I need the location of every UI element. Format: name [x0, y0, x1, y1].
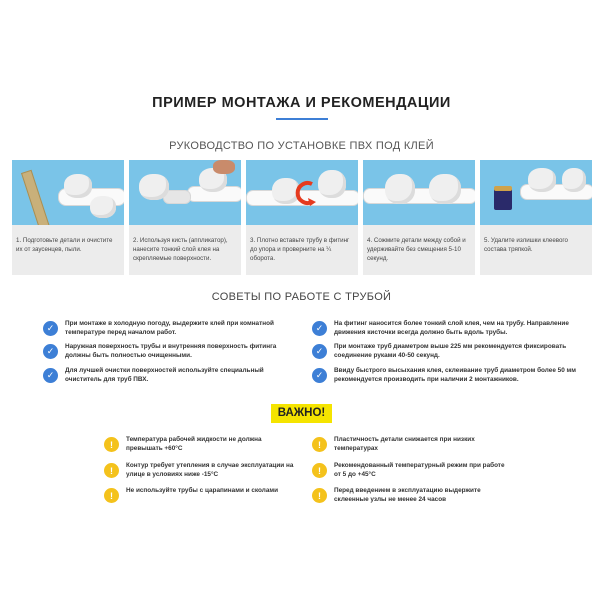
tip-text-4: На фитинг наносится более тонкий слой клея, чем на трубу. Направление движения кисточки всегда должно быть вдоль трубы. [334, 320, 569, 336]
tip-text-3: Для лучшей очистки поверхностей используйте специальный очиститель для труб ПВХ. [65, 367, 264, 383]
step-caption-1: 1. Подготовьте детали и очистите их от заусенцев, пыли. [12, 225, 124, 275]
tip-text-2: Наружная поверхность трубы и внутренняя поверхность фитинга должны быть полностью очищенными. [65, 343, 277, 359]
step-caption-4: 4. Сожмите детали между собой и удерживайте без смещения 5-10 секунд. [363, 225, 475, 275]
tips-section-title: СОВЕТЫ ПО РАБОТЕ С ТРУБОЙ [211, 291, 392, 303]
step-caption-3: 3. Плотно вставьте трубу в фитинг до упора и проверните на ¼ оборота. [246, 225, 358, 275]
warning-text-3: Не используйте трубы с царапинами и сколами [126, 487, 279, 494]
step-photo-1 [12, 160, 124, 225]
exclamation-icon: ! [104, 463, 119, 478]
exclamation-icon: ! [104, 437, 119, 452]
tip-item-3 [43, 367, 291, 385]
check-icon: ✓ [312, 344, 327, 359]
exclamation-icon: ! [104, 488, 119, 503]
warning-text-2: Контур требует утепления в случае эксплуатации на улице в условиях ниже -15°С [126, 462, 294, 478]
check-icon: ✓ [43, 344, 58, 359]
check-icon: ✓ [43, 321, 58, 336]
page-subtitle: РУКОВОДСТВО ПО УСТАНОВКЕ ПВХ ПОД КЛЕЙ [169, 140, 434, 152]
warning-item-2 [104, 462, 300, 480]
tip-text-5: При монтаже труб диаметром выше 225 мм рекомендуется фиксировать соединение руками 40-50 секунд. [334, 343, 567, 359]
page-title: ПРИМЕР МОНТАЖА И РЕКОМЕНДАЦИИ [152, 95, 451, 111]
warning-text-5: Рекомендованный температурный режим при работе от 5 до +45°С [334, 462, 505, 478]
tip-item-6 [312, 367, 584, 385]
step-card-2 [129, 160, 241, 275]
tip-text-6: Ввиду быстрого высыхания клея, склеивание труб диаметром более 50 мм рекомендуется производить при наличии 2 монтажников. [334, 367, 576, 383]
exclamation-icon: ! [312, 437, 327, 452]
step-photo-5 [480, 160, 592, 225]
check-icon: ✓ [43, 368, 58, 383]
step-card-4 [363, 160, 475, 275]
check-icon: ✓ [312, 321, 327, 336]
step-card-1 [12, 160, 124, 275]
warning-text-4: Пластичность детали снижается при низких температурах [334, 436, 475, 452]
step-card-3 [246, 160, 358, 275]
warning-item-5 [312, 462, 508, 480]
warning-item-6 [312, 487, 508, 505]
tip-item-4 [312, 320, 584, 338]
tip-text-1: При монтаже в холодную погоду, выдержите клей при комнатной температуре перед началом работ. [65, 320, 274, 336]
exclamation-icon: ! [312, 463, 327, 478]
tip-item-2 [43, 343, 291, 361]
title-underline [276, 118, 328, 120]
warning-item-1 [104, 436, 300, 454]
important-badge: ВАЖНО! [271, 404, 332, 423]
check-icon: ✓ [312, 368, 327, 383]
step-caption-5: 5. Удалите излишки клеевого состава тряпкой. [480, 225, 592, 275]
rotate-arrow-icon [294, 180, 318, 206]
step-photo-4 [363, 160, 475, 225]
step-photo-2 [129, 160, 241, 225]
tip-item-5 [312, 343, 584, 361]
step-card-5 [480, 160, 592, 275]
exclamation-icon: ! [312, 488, 327, 503]
warning-text-1: Температура рабочей жидкости не должна превышать +60°С [126, 436, 262, 452]
warning-item-4 [312, 436, 508, 454]
warning-item-3 [104, 487, 300, 503]
step-photo-3 [246, 160, 358, 225]
installation-steps [12, 160, 592, 275]
step-caption-2: 2. Используя кисть (аппликатор), нанесите тонкий слой клея на скрепляемые поверхности. [129, 225, 241, 275]
tip-item-1 [43, 320, 291, 338]
warning-text-6: Перед введением в эксплуатацию выдержите склеенные узлы не менее 24 часов [334, 487, 481, 503]
